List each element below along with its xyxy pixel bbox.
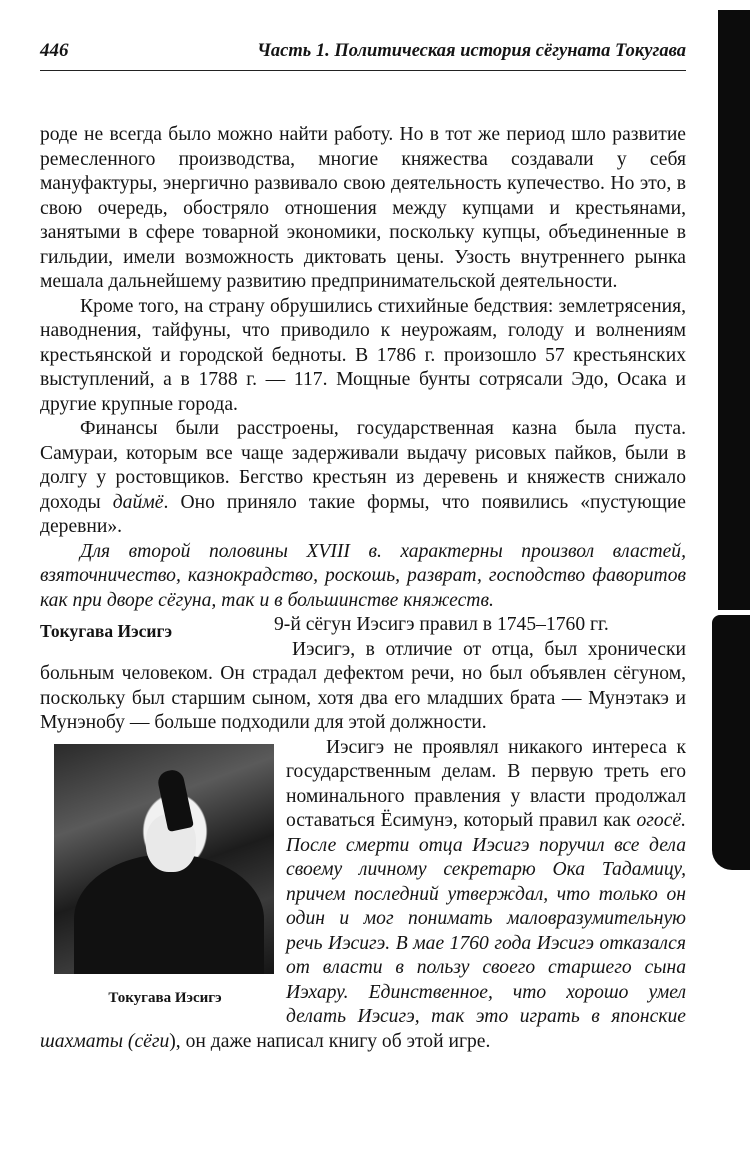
term-shogi: сёги [134, 1030, 170, 1052]
side-heading: Токугава Иэсигэ [40, 621, 173, 641]
paragraph-6: Иэсигэ не проявлял никакого интереса к государственным делам. В первую треть его номинального правления у власти продолжал оставаться Ёсимунэ, который правил как огосё. После смерти отца Иэсигэ поручил все дела своему личному секретарю Ока Тадамицу, причем последний утверждал, что только он один и мог понимать маловразумительную речь Иэсигэ. В мае 1760 года Иэсигэ отказался от власти в пользу своего старшего сына Иэхару. Единственное, что хорошо умел делать Иэсигэ, так это играть в японские шахматы (сёги), он даже написал книгу об этой игре. [40, 736, 686, 1052]
running-header [40, 40, 686, 71]
term-daimyo: даймё [112, 491, 164, 513]
book-page [40, 40, 686, 1054]
paragraph-5: 9-й сёгун Иэсигэ правил в 1745–1760 гг. Иэсигэ, в отличие от отца, был хронически больным человеком. Он страдал дефектом речи, но был объявлен сёгуном, поскольку был старшим сыном, хотя два его младших брата — Мунэтакэ и Мунэнобу — больше подходили для этой должности. [40, 614, 686, 733]
portrait-photo [54, 744, 274, 974]
paragraph-3: Финансы были расстроены, государственная казна была пуста. Самураи, которым все чаще задерживали выдачу рисовых пайков, были в долгу у ростовщиков. Бегство крестьян из деревень и княжеств снижало доходы даймё. Оно приняло такие формы, что появились «пустующие деревни». [40, 418, 687, 537]
running-title: Часть 1. Политическая история сёгуната Токугава [257, 41, 686, 61]
portrait-figure [40, 744, 276, 1011]
paragraph-4: Для второй половины XVIII в. характерны произвол властей, взяточничество, казнокрадство, роскошь, разврат, господство фаворитов как при дворе сёгуна, так и в большинстве княжеств. [40, 540, 686, 611]
term-ogosho: огосё [636, 810, 682, 831]
scan-edge-shadow-lower [712, 615, 750, 870]
figure-caption: Токугава Иэсигэ [108, 989, 222, 1006]
body-text [40, 123, 686, 1054]
paragraph-1: роде не всегда было можно найти работу. Но в тот же период шло развитие ремесленного производства, многие княжества создавали у себя мануфактуры, энергично развивало свою деятельность купечество. Но это, в свою очередь, обостряло отношения между купцами и крестьянами, занятыми в сфере товарной экономики, поскольку купцы, объединенные в гильдии, имели возможность диктовать цены. Узость внутреннего рынка мешала дальнейшему развитию предпринимательской деятельности. [40, 124, 686, 292]
paragraph-2: Кроме того, на страну обрушились стихийные бедствия: землетрясения, наводнения, тайфуны, что приводило к неурожаям, голоду и волнениям крестьянской и городской бедноты. В 1786 г. произошло 57 крестьянских выступлений, а в 1788 г. — 117. Мощные бунты сотрясали Эдо, Осака и другие крупные города. [40, 295, 686, 415]
page-number: 446 [40, 40, 69, 61]
section-ieshige [40, 613, 686, 736]
scan-edge-shadow [718, 10, 750, 610]
